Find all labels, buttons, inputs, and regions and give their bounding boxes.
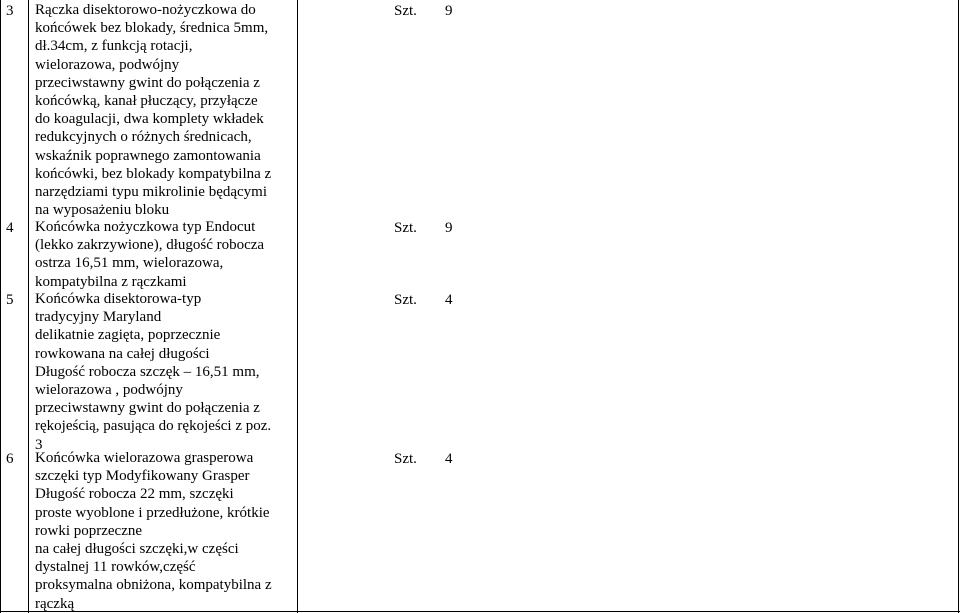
row-unit: Szt. [394,292,417,308]
description-line: Długość robocza szczęk – 16,51 mm, [35,363,260,380]
description-line: redukcyjnych o różnych średnicach, [35,129,252,146]
description-line: Końcówka nożyczkowa typ Endocut [35,219,256,235]
description-line: wielorazowa , podwójny [35,382,183,399]
description-line: szczęki typ Modyfikowany Grasper [35,468,250,485]
description-line: wskaźnik poprawnego zamontowania [35,147,261,164]
row-unit: Szt. [394,3,417,19]
row-number: 5 [6,292,14,308]
row-number: 6 [6,451,14,467]
description-line: delikatnie zagięta, poprzecznie [35,327,221,344]
description-line: rączką [35,595,75,612]
row-quantity: 9 [445,220,453,236]
description-line: Końcówka disektorowa-typ [35,291,202,307]
description-line: proksymalna obniżona, kompatybilna z [35,577,272,594]
column-divider-1 [28,0,29,613]
description-line: na całej długości szczęki,w części [35,541,239,558]
description-line: kompatybilna z rączkami [35,273,187,290]
description-line: narzędziami typu mikrolinie będącymi [35,184,268,201]
row-number: 3 [6,3,14,19]
description-line: rękojeścią, pasująca do rękojeści z poz. [35,418,272,435]
description-line: Rączka disektorowo-nożyczkowa do [35,2,256,18]
row-description [35,290,297,454]
row-description [35,1,297,219]
description-line: Końcówka wielorazowa grasperowa [35,450,254,466]
table-border-left [0,0,1,613]
row-description [35,218,297,291]
description-line: ostrza 16,51 mm, wielorazowa, [35,255,224,272]
description-line: przeciwstawny gwint do połączenia z [35,400,260,417]
description-line: przeciwstawny gwint do połączenia z [35,74,260,91]
table-border-right [958,0,959,613]
description-line: rowkowana na całej długości [35,345,210,362]
description-line: dystalnej 11 rowków,część [35,559,196,576]
description-line: końcówek bez blokady, średnica 5mm, [35,20,269,37]
row-quantity: 9 [445,3,453,19]
description-line: proste wyoblone i przedłużone, krótkie [35,504,270,521]
description-line: rowki poprzeczne [35,522,143,539]
description-line: do koagulacji, dwa komplety wkładek [35,111,264,128]
description-line: tradycyjny Maryland [35,309,162,326]
description-line: wielorazowa, podwójny [35,56,180,73]
description-line: dł.34cm, z funkcją rotacji, [35,38,193,55]
row-unit: Szt. [394,451,417,467]
row-unit: Szt. [394,220,417,236]
column-divider-2 [297,0,298,613]
description-line: końcówką, kanał płuczący, przyłącze [35,93,258,110]
row-description [35,449,297,613]
description-line: na wyposażeniu bloku [35,202,170,219]
description-line: końcówki, bez blokady kompatybilna z [35,165,272,182]
description-line: 3 [35,436,43,453]
description-line: Długość robocza 22 mm, szczęki [35,486,234,503]
row-quantity: 4 [445,292,453,308]
description-line: (lekko zakrzywione), długość robocza [35,237,265,254]
row-quantity: 4 [445,451,453,467]
row-number: 4 [6,220,14,236]
